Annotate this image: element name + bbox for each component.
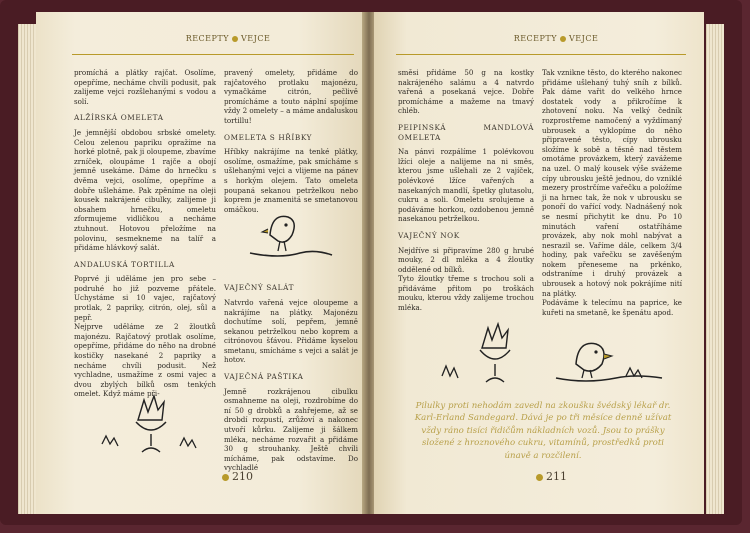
header-section-label: RECEPTY (513, 34, 558, 43)
right-page-number (536, 470, 567, 483)
paragraph: pravený omelety, přidáme do rajčatového protlaku majonézu, vymačkáme citrón, pečlivě promícháme a touto náplní spojíme vždy 2 omelety – a máme andaluskou tortillu! (224, 68, 358, 125)
recipe-heading: ANDALUSKÁ TORTILLA (74, 259, 175, 269)
paragraph: Poprvé ji uděláme jen pro sebe – podruhé ho již pozveme přátele. Uchystáme si 10 vajec, rajčatový protlak, 2 papriky, citrón, olej, sůl a pepř. (74, 274, 216, 322)
paragraph: Jemně rozkrájenou cibulku osmahneme na oleji, rozdrobíme do ní 50 g drobků a zahřejeme, až se drobdí rozpustí, zrůžoví a nakonec utvoří kůrku. Zalijeme ji šálkem mléka, necháme rozvařit a přidáme 30 g strouhanky. Ještě chvíli mícháme, pak odstavíme. Do vychladlé (224, 386, 358, 473)
left-running-header (168, 34, 288, 43)
paragraph: Tyto žloutky třeme s trochou soli a přidáváme přitom po troškách mouku, kterou vždy zalijeme trochou mléka. (398, 274, 534, 313)
paragraph: Natvrdo vařená vejce oloupeme a nakrájíme na plátky. Majonézu dochutíme solí, pepřem, jemně sekanou petrželkou nebo koprem a citrónovou šťávou. Přidáme kyselou smetanu, smícháme s vejci a salát je hotov. (224, 297, 358, 365)
recipe-heading: VAJEČNÝ NOK (398, 230, 460, 240)
paragraph: Je jemnější obdobou srbské omelety. Celou zelenou papriku opražíme na horké plotně, pak ji oloupeme, zbavíme zrníček, oloupáme 1 rajče a obojí jemně usekáme. Dáme do hrnečku s dvěma vejci, osolíme, opepříme a dobře ušleháme. Pak zpěníme na oleji kousek nakrájené cibulky, zalijeme ji obsahem hrnečku, omeletu zformujeme vidličkou a necháme ztuhnout. Hotovou přeložíme na polovinu, sesmekneme na talíř a přidáme hlávkový salát. (74, 127, 216, 253)
page-number-text: 210 (232, 470, 253, 483)
header-dot-icon (232, 36, 238, 42)
paragraph: Tak vznikne těsto, do kterého nakonec přidáme ušlehaný tuhý sníh z bílků. Pak dáme vařit do velkého hrnce dostatek vody a přikročíme k zhotovení noku. Na velký čedník rozprostřeme namočený a vyždímaný ubrousek a vyklopíme do něho připravené těsto, cípy ubrousku složíme k sobě a těsně nad těstem omotáme provázkem, který zavážeme na uzel. O malý kousek výše svážeme cípy ubrousku ještě jednou, do vzniklé mezery prostrčíme vařečku a položíme ji na hrnec tak, že nok v ubrousku se ponoří do vařící vody. Nadnášený nok se nesmí přichytit ke dnu. Po 10 minutách vaření ostatříháme provázek, aby nok mohl nabývat a nesrazil se. Vaříme dále, celkem 3/4 hodiny, pak vařečku se zavěšeným nokem přeneseme na prkénko, odstraníme i druhý provázek a ubrousek a hotový nok pokrájíme nití na plátky. (542, 68, 682, 298)
left-header-rule (72, 54, 354, 55)
paragraph: Podáváme k telecímu na paprice, ke kuřeti na smetaně, ke špenátu apod. (542, 298, 682, 317)
recipe-heading: VAJEČNÝ SALÁT (224, 283, 295, 293)
right-header-rule (396, 54, 686, 55)
italic-note: Pilulky proti nehodám zavedl na zkoušku švédský lékař dr. Karl-Erland Sandegard. Dává je po tři měsíce denně užívat vždy ráno tisíci řidičům nákladních vozů. Jsou to prášky složené z hroznového cukru, vitamínů, prostředků proti únavě a rozčilení. (414, 401, 672, 461)
header-section-label: RECEPTY (185, 34, 230, 43)
paragraph: Nejprve uděláme ze 2 žloutků majonézu. Rajčatový protlak osolíme, opepříme, přidáme do něho na drobné kostičky nasekané 2 papriky a necháme chvíli podusit. Než vychladne, usmažíme z osmi vajec a dvou zbylých bílků osm tenkých omelet. Když máme při- (74, 322, 216, 399)
left-page-number (222, 470, 253, 483)
left-column-2 (224, 68, 358, 473)
egg-cup-illustration-icon (96, 392, 206, 462)
page-number-dot-icon (222, 474, 229, 481)
page-number-text: 211 (546, 470, 567, 483)
recipe-heading: OMELETA S HŘÍBKY (224, 132, 313, 142)
recipe-heading: ALŽÍRSKÁ OMELETA (74, 113, 164, 123)
right-page-edges (706, 24, 724, 514)
page-number-dot-icon (536, 474, 543, 481)
header-dot-icon (560, 36, 566, 42)
paragraph: směsi přidáme 50 g na kostky nakrájeného salámu a 4 natvrdo vařená a posekaná vejce. Dobře promícháme a mažeme na tmavý chléb. (398, 68, 534, 116)
recipe-heading: VAJEČNÁ PAŠTIKA (224, 372, 304, 382)
recipe-heading: PEIPINSKÁ MANDLOVÁ OMELETA (398, 122, 534, 142)
right-column-1 (398, 68, 534, 313)
right-column-2 (542, 68, 682, 317)
header-topic-label: VEJCE (569, 34, 599, 43)
chick-illustration-icon (240, 205, 340, 265)
paragraph: promíchá a plátky rajčat. Osolíme, opepříme, necháme chvíli podusit, pak zalijeme vejci rozšlehanými s vodou a solí. (74, 68, 216, 106)
paragraph: Hříbky nakrájíme na tenké plátky, osolíme, osmažíme, pak smícháme s ušlehanými vejci a vlijeme na pánev s horkým olejem. Tato omeleta poupaná sekanou petrželkou nebo koprem je znamenitá se smetanovou omáčkou. (224, 147, 358, 214)
egg-cup-and-chick-illustration-icon (436, 318, 676, 390)
left-column-1 (74, 68, 216, 399)
header-topic-label: VEJCE (241, 34, 271, 43)
paragraph: Nejdříve si připravíme 280 g hrubé mouky, 2 dl mléka a 4 žloutky oddělené od bílků. (398, 245, 534, 274)
paragraph: Na pánvi rozpálíme 1 polévkovou lžíci oleje a nalijeme na ni směs, kterou jsme ušlehali ze 2 vajíček, polévkové lžíce vařených a nasekaných mandlí, špetky glutasolu, cukru a soli. Omeletu srolujeme a podáváme horkou, ozdobenou jemně nasekanou petrželkou. (398, 147, 534, 224)
right-running-header (496, 34, 616, 43)
